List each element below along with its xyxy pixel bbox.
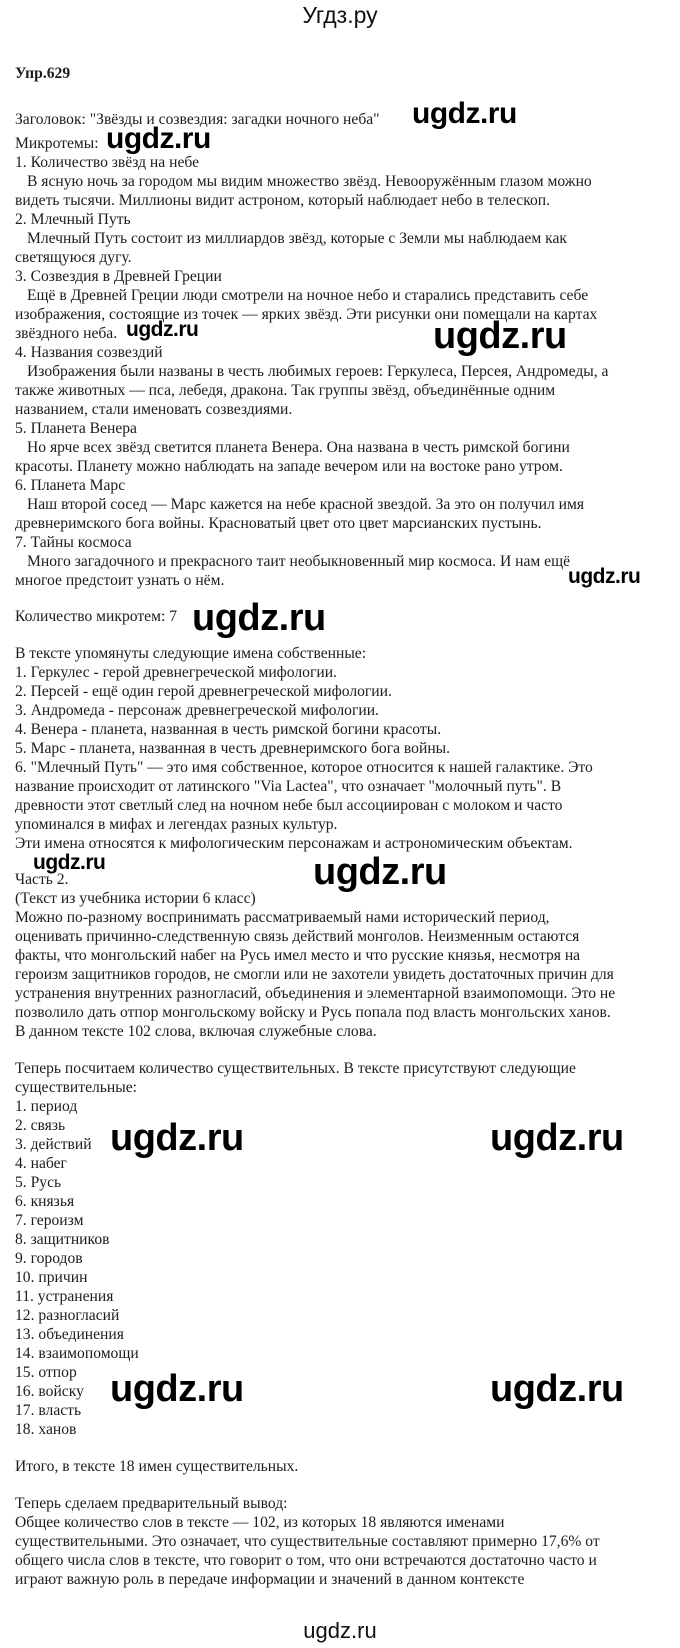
nouns-total: Итого, в тексте 18 имен существительных. xyxy=(15,1458,299,1475)
microtheme-title: 7. Тайны космоса xyxy=(15,534,132,551)
proper-name-item: 3. Андромеда - персонаж древнегреческой мифологии. xyxy=(15,702,379,719)
part2-text-line: факты, что монгольский набег на Русь имел место и что русские князья, несмотря на xyxy=(15,947,581,964)
noun-item: 8. защитников xyxy=(15,1231,110,1248)
microtheme-title: 6. Планета Марс xyxy=(15,477,126,494)
microtheme-title: 5. Планета Венера xyxy=(15,420,137,437)
proper-name-item: название происходит от латинского "Via Lactea", что означает "молочный путь". В xyxy=(15,778,562,795)
watermark: ugdz.ru xyxy=(433,315,567,357)
noun-item: 18. ханов xyxy=(15,1421,77,1438)
microthemes-label: Микротемы: xyxy=(15,135,99,152)
watermark: ugdz.ru xyxy=(568,565,641,588)
proper-name-item: упоминался в мифах и легендах разных культур. xyxy=(15,816,338,833)
microtheme-text: Изображения были названы в честь любимых героев: Геркулеса, Персея, Андромеды, а xyxy=(27,363,609,380)
part2-label: Часть 2. xyxy=(15,871,69,888)
microtheme-title: 1. Количество звёзд на небе xyxy=(15,154,200,171)
part2-text-line: позволило дать отпор монгольскому войску и Русь попала под власть монгольских ханов. xyxy=(15,1004,611,1021)
microtheme-text: изображения, состоящие из точек — ярких звёзд. Эти рисунки они помещали на картах xyxy=(15,306,598,323)
microtheme-text: Наш второй сосед — Марс кажется на небе красной звездой. За это он получил имя xyxy=(27,496,585,513)
noun-item: 16. войску xyxy=(15,1383,84,1400)
microtheme-text: древнеримского бога войны. Красноватый цвет ото цвет марсианских пустынь. xyxy=(15,515,542,532)
watermark: ugdz.ru xyxy=(490,1117,624,1159)
footer-watermark: ugdz.ru xyxy=(303,1618,377,1643)
microtheme-text: Ещё в Древней Греции люди смотрели на ночное небо и старались представить себе xyxy=(27,287,589,304)
watermark: ugdz.ru xyxy=(106,122,211,155)
proper-names-intro: В тексте упомянуты следующие имена собственные: xyxy=(15,645,367,662)
part2-text-line: Можно по-разному воспринимать рассматриваемый нами исторический период, xyxy=(15,909,550,926)
noun-item: 14. взаимопомощи xyxy=(15,1345,139,1362)
proper-name-item: 1. Геркулес - герой древнегреческой мифологии. xyxy=(15,664,337,681)
noun-item: 5. Русь xyxy=(15,1174,62,1191)
proper-name-item: 2. Персей - ещё один герой древнегреческой мифологии. xyxy=(15,683,392,700)
microtheme-text: звёздного неба. xyxy=(15,325,118,342)
part2-source: (Текст из учебника истории 6 класс) xyxy=(15,890,256,907)
microtheme-text: видеть тысячи. Миллионы видит астроном, который наблюдает небо в телескоп. xyxy=(15,192,551,209)
heading-line: Заголовок: "Звёзды и созвездия: загадки ночного неба" xyxy=(15,111,380,128)
conclusion-line: Общее количество слов в тексте — 102, из которых 18 являются именами xyxy=(15,1514,505,1531)
microtheme-text: светящуюся дугу. xyxy=(15,249,132,266)
noun-item: 9. городов xyxy=(15,1250,83,1267)
noun-item: 4. набег xyxy=(15,1155,67,1172)
watermark: ugdz.ru xyxy=(490,1368,624,1410)
proper-name-item: 4. Венера - планета, названная в честь римской богини красоты. xyxy=(15,721,442,738)
nouns-intro: существительные: xyxy=(15,1079,137,1096)
proper-name-item: древности этот светлый след на ночном небе был ассоциирован с молоком и часто xyxy=(15,797,563,814)
microtheme-title: 4. Названия созвездий xyxy=(15,344,163,361)
noun-item: 6. князья xyxy=(15,1193,75,1210)
microtheme-text: Млечный Путь состоит из миллиардов звёзд, которые с Земли мы наблюдаем как xyxy=(27,230,567,247)
watermark: ugdz.ru xyxy=(192,597,326,639)
part2-text-line: оценивать причинно-следственную связь действий монголов. Неизменным остаются xyxy=(15,928,580,945)
noun-item: 1. период xyxy=(15,1098,78,1115)
watermark: ugdz.ru xyxy=(412,97,517,130)
microtheme-text: названием, стали именовать созвездиями. xyxy=(15,401,293,418)
watermark: ugdz.ru xyxy=(126,318,199,341)
part2-text-line: В данном тексте 102 слова, включая служебные слова. xyxy=(15,1023,377,1040)
noun-item: 15. отпор xyxy=(15,1364,77,1381)
microtheme-text: Много загадочного и прекрасного таит необыкновенный мир космоса. И нам ещё xyxy=(27,553,570,570)
nouns-intro: Теперь посчитаем количество существительных. В тексте присутствуют следующие xyxy=(15,1060,576,1077)
site-title: Угдз.ру xyxy=(302,2,378,28)
noun-item: 12. разногласий xyxy=(15,1307,120,1324)
microtheme-text: В ясную ночь за городом мы видим множество звёзд. Невооружённым глазом можно xyxy=(27,173,592,190)
noun-item: 2. связь xyxy=(15,1117,66,1134)
microtheme-text: красоты. Планету можно наблюдать на западе вечером или на востоке рано утром. xyxy=(15,458,563,475)
exercise-label: Упр.629 xyxy=(15,65,71,82)
part2-text-line: героизм защитников городов, не смогли или не захотели увидеть достаточных причин для xyxy=(15,966,614,983)
microtheme-text: также животных — пса, лебедя, дракона. Так группы звёзд, объединённые одним xyxy=(15,382,556,399)
part2-text-line: устранения внутренних разногласий, объединения и элементарной взаимопомощи. Это не xyxy=(15,985,616,1002)
noun-item: 11. устранения xyxy=(15,1288,114,1305)
watermark: ugdz.ru xyxy=(33,851,106,874)
conclusion-line: существительными. Это означает, что существительные составляют примерно 17,6% от xyxy=(15,1533,600,1550)
conclusion-line: играют важную роль в передаче информации и значений в данном контексте xyxy=(15,1571,525,1588)
watermark: ugdz.ru xyxy=(313,851,447,893)
conclusion-line: общего числа слов в тексте, что говорит о том, что они встречаются достаточно часто и xyxy=(15,1552,597,1569)
conclusion-intro: Теперь сделаем предварительный вывод: xyxy=(15,1495,288,1512)
microtheme-title: 3. Созвездия в Древней Греции xyxy=(15,268,222,285)
watermark: ugdz.ru xyxy=(110,1368,244,1410)
noun-item: 7. героизм xyxy=(15,1212,84,1229)
microtheme-title: 2. Млечный Путь xyxy=(15,211,131,228)
noun-item: 13. объединения xyxy=(15,1326,124,1343)
noun-item: 3. действий xyxy=(15,1136,92,1153)
microtheme-count: Количество микротем: 7 xyxy=(15,608,177,625)
proper-names-summary: Эти имена относятся к мифологическим персонажам и астрономическим объектам. xyxy=(15,835,573,852)
proper-name-item: 5. Марс - планета, названная в честь древнеримского бога войны. xyxy=(15,740,451,757)
noun-item: 17. власть xyxy=(15,1402,82,1419)
microtheme-text: Но ярче всех звёзд светится планета Венера. Она названа в честь римской богини xyxy=(27,439,570,456)
microtheme-text: многое предстоит узнать о нём. xyxy=(15,572,225,589)
proper-name-item: 6. "Млечный Путь" — это имя собственное, которое относится к нашей галактике. Это xyxy=(15,759,593,776)
noun-item: 10. причин xyxy=(15,1269,88,1286)
watermark: ugdz.ru xyxy=(110,1117,244,1159)
